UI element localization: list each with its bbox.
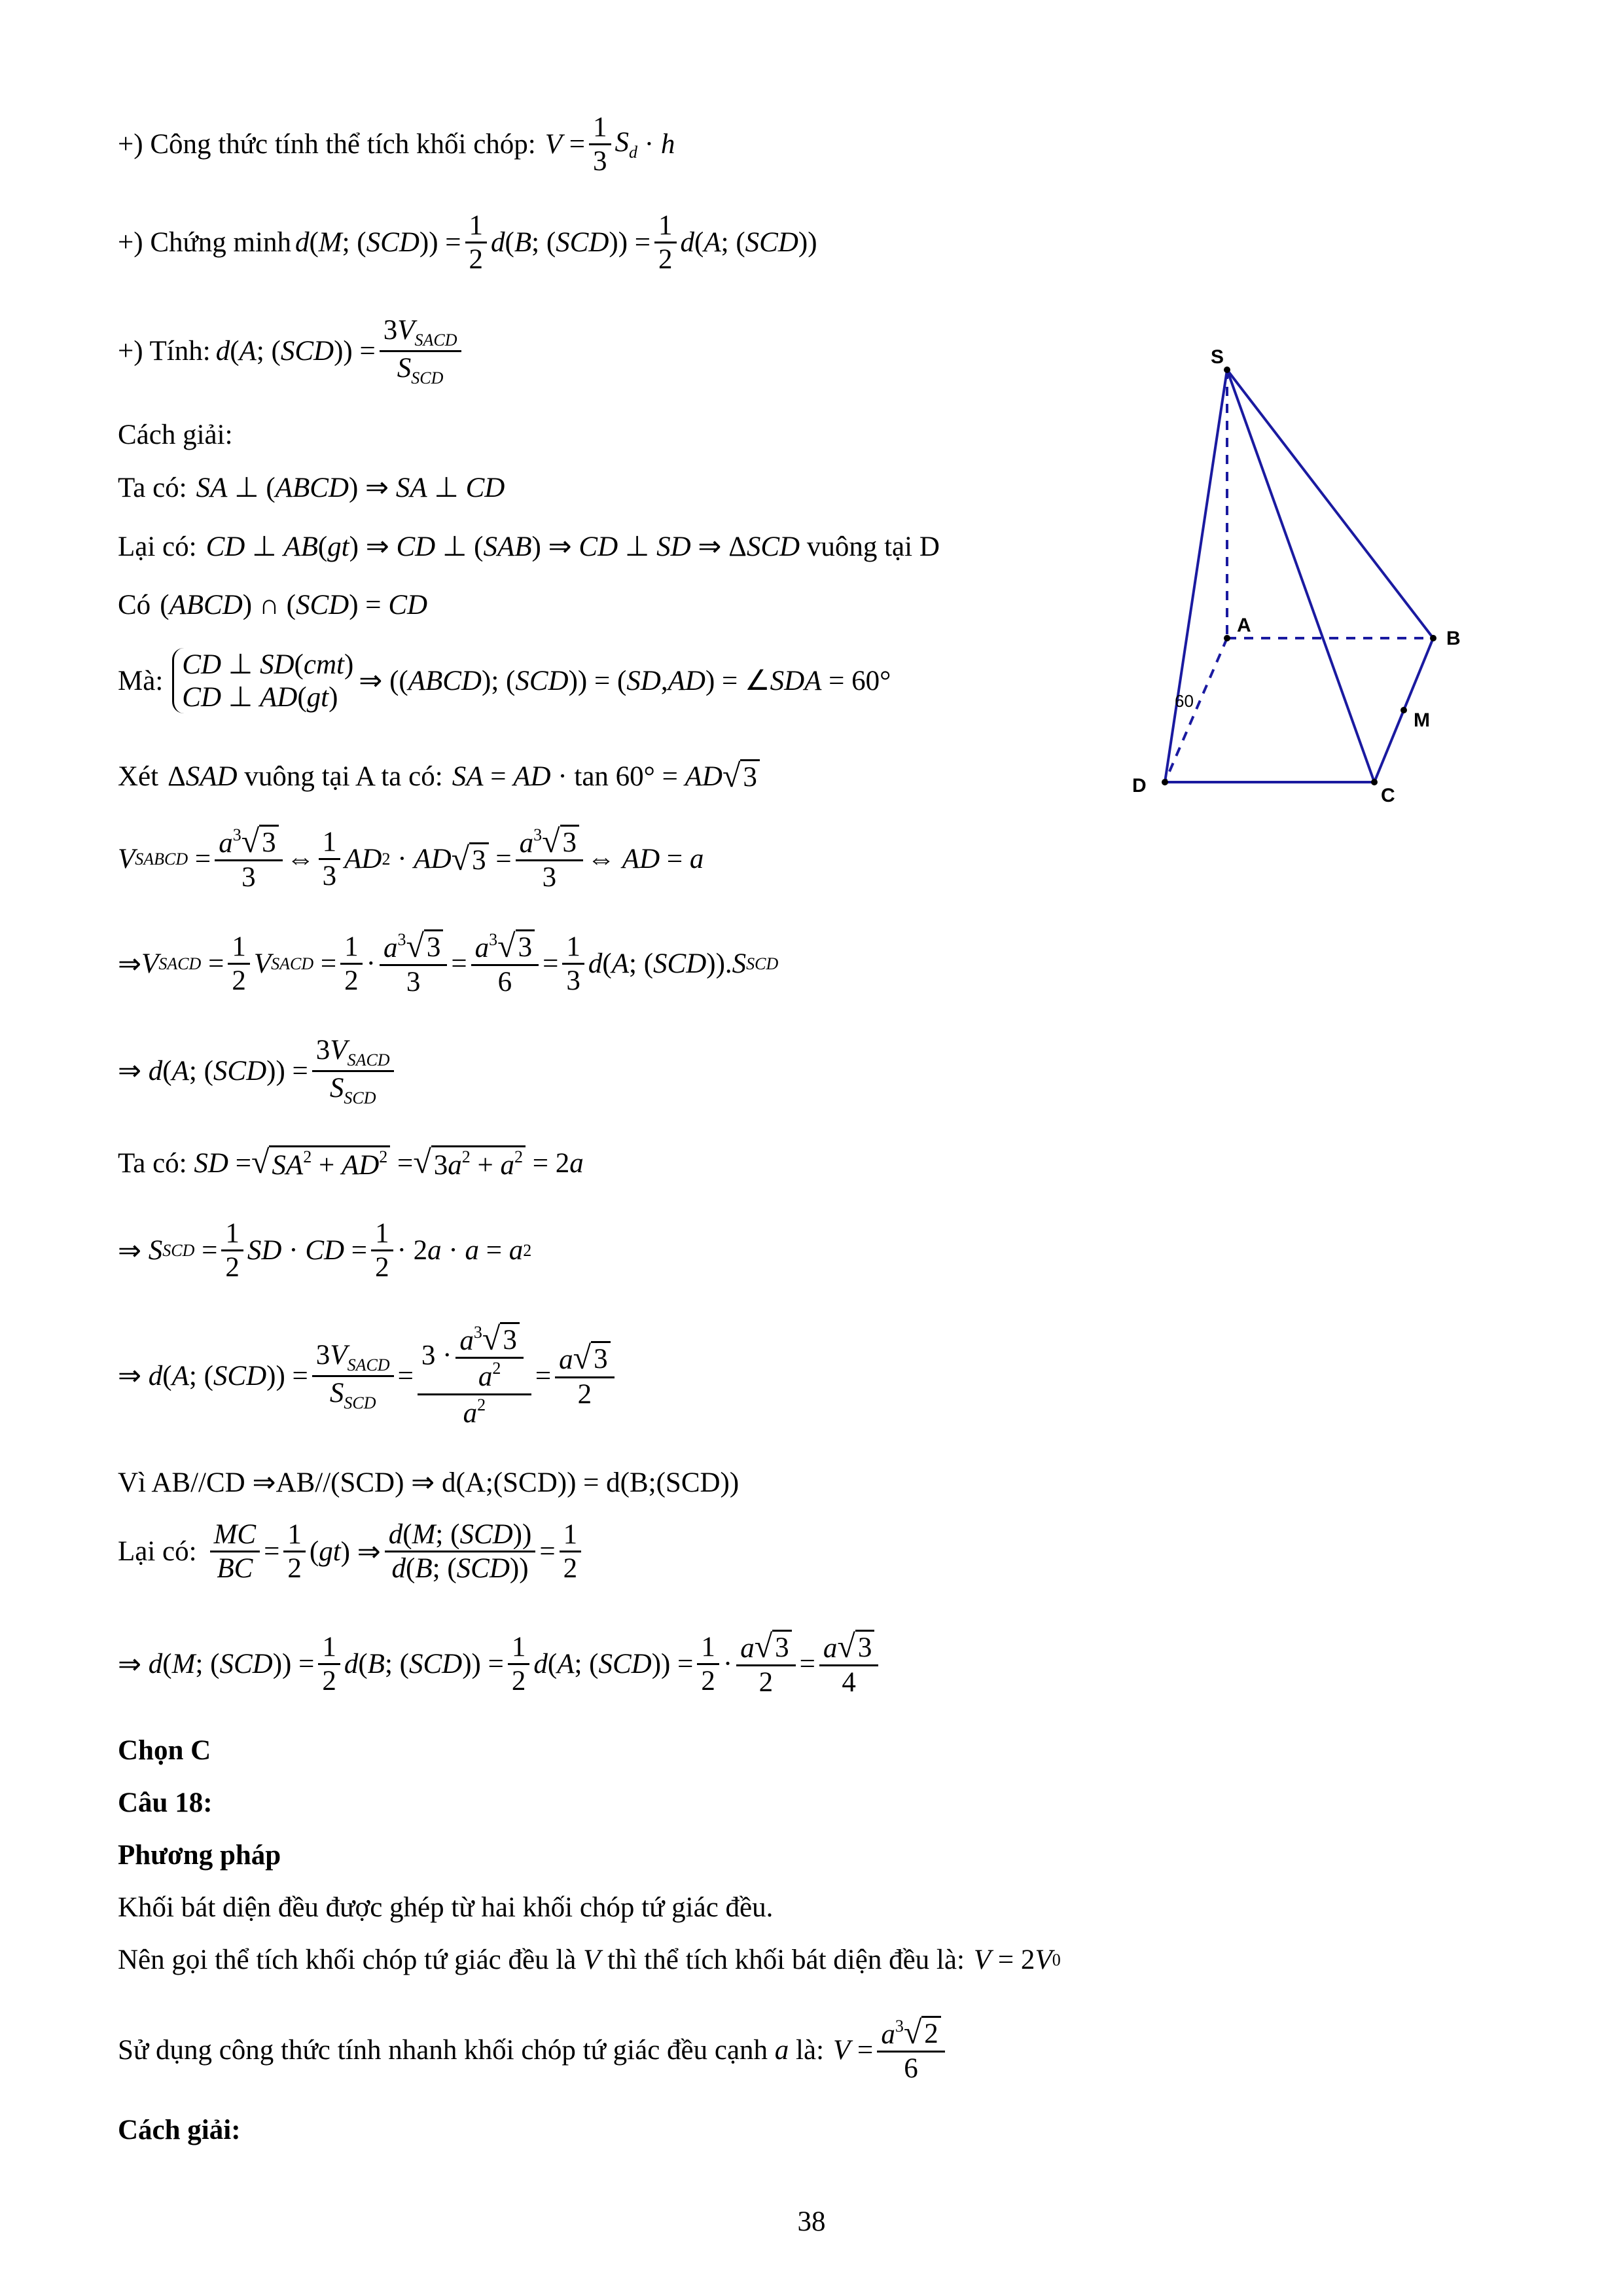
label-C: C (1381, 785, 1395, 806)
text-line: +) Tính: d ( A ; ( SCD )) = $\frac{3V_{SACD}}{S_{SCD}}$ (118, 314, 465, 388)
text-line: Có ( ABCD ) ∩ ( SCD ) = CD (118, 590, 428, 620)
label-B: B (1446, 628, 1461, 649)
answer-choice: Chọn C (118, 1735, 211, 1766)
line-suffix: là: (796, 2035, 825, 2066)
line-label: Sử dụng công thức tính nhanh khối chóp tứ giác đều cạnh (118, 2035, 768, 2066)
text-line: +) Chứng minh d ( M ; ( SCD )) = $\frac{1}{2}$ d ( B ; ( SCD )) = $\frac{1}{2}$ d ( A ; ( SCD )) (118, 210, 817, 276)
text-line: Lại có: CD ⊥ AB ( gt ) ⇒ CD ⊥ ( SAB ) ⇒ CD ⊥ SD ⇒ Δ SCD vuông tại D (118, 531, 940, 562)
edge-SB (1227, 370, 1433, 638)
line-label: Ta có: (118, 472, 187, 503)
text-line: Vì AB//CD ⇒AB//(SCD) ⇒ d(A;(SCD)) = d(B;(SCD)) (118, 1467, 740, 1498)
angle-label: 60 (1175, 691, 1194, 711)
compute-label: +) Tính: (118, 335, 211, 367)
line-label: Nên gọi thể tích khối chóp tứ giác đều là (118, 1945, 577, 1975)
line-suffix: thì thể tích khối bát diện đều là: (607, 1945, 965, 1975)
text-line: Ta có: SD = √ $SA^2 + AD^2$ = √ $3a^2 + a^2$ = 2 a (118, 1143, 584, 1181)
text-line: Sử dụng công thức tính nhanh khối chóp tứ giác đều cạnh a là: V = $a^3$ √ 2 6 (118, 2016, 949, 2085)
pyramid-figure (1113, 340, 1479, 851)
line-label: Mà: (118, 665, 164, 696)
line-label: Có (118, 590, 151, 620)
text-line: +) Công thức tính thể tích khối chóp: V = $\frac{1}{3}$ $S_d$ · h (118, 112, 675, 177)
text-line: Ta có: SA ⊥ ( ABCD ) ⇒ SA ⊥ CD (118, 472, 505, 503)
text-line: V SABCD = $a^3$ √ 3 3 ⇔ $\frac{1}{3}$ AD 2 · AD √ 3 = $a^3$ √ 3 3 ⇔ AD = a (118, 823, 704, 893)
section-heading: Cách giải: (118, 2115, 241, 2145)
text-line: Nên gọi thể tích khối chóp tứ giác đều là V thì thể tích khối bát diện đều là: V = 2 V 0 (118, 1945, 1061, 1975)
proof-label: +) Chứng minh (118, 227, 291, 259)
text-line: Mà: CD ⊥ SD(cmt) CD ⊥ AD(gt) ⇒ (( ABCD ); ( SCD )) = ( SD , AD ) = ∠ SDA = 60° (118, 649, 891, 713)
method-heading: Phương pháp (118, 1840, 281, 1871)
line-label: Ta có: (118, 1148, 187, 1179)
label-D: D (1132, 775, 1147, 797)
section-heading: Cách giải: (118, 420, 233, 450)
text-line: ⇒ d ( A ; ( SCD )) = $\frac{3V_{SACD}}{S_{SCD}}$ = 3 · $a^3$ √ 3 $a^2$ $a^2$ = a √ 3 2 (118, 1322, 618, 1429)
text-line: ⇒ d ( A ; ( SCD )) = $\frac{3V_{SACD}}{S_{SCD}}$ (118, 1034, 398, 1108)
formula-label: +) Công thức tính thể tích khối chóp: (118, 129, 536, 160)
text-line: Lại có: $\frac{MC}{BC}$ = $\frac{1}{2}$ ( gt ) ⇒ $\frac{\text{d(M; (SCD))}}{\text{d(B; (SCD))}}$ = $\frac{1}{2}$ (118, 1518, 585, 1585)
line-suffix: vuông tại D (806, 531, 940, 562)
text-line: ⇒ S SCD = $\frac{1}{2}$ SD · CD = $\frac{1}{2}$ · 2 a · a = a 2 (118, 1218, 532, 1283)
page-number: 38 (797, 2206, 826, 2237)
text-line: Xét Δ SAD vuông tại A ta có: SA = AD · tan 60° = AD √ 3 (118, 759, 760, 793)
line-suffix: vuông tại A ta có: (244, 761, 443, 792)
label-M: M (1414, 709, 1430, 731)
line-label: Lại có: (118, 531, 197, 562)
text-line: ⇒ V SACD = $\frac{1}{2}$ V SACD = $\frac{1}{2}$ · $a^3$ √ 3 3 = $a^3$ √ 3 6 = $\frac{1}{3}$ d ( A ; ( SCD )). S SCD (118, 927, 779, 998)
system-brace: CD ⊥ SD(cmt) CD ⊥ AD(gt) (172, 648, 353, 713)
line-label: Lại có: (118, 1536, 197, 1568)
label-A: A (1237, 615, 1251, 636)
label-S: S (1211, 346, 1224, 368)
line-label: Xét (118, 761, 159, 792)
text-line: Khối bát diện đều được ghép từ hai khối chóp tứ giác đều. (118, 1892, 774, 1923)
edge-SC (1227, 370, 1374, 782)
edge-SD (1165, 370, 1227, 782)
question-heading: Câu 18: (118, 1787, 213, 1818)
text-line: ⇒ d ( M ; ( SCD )) = $\frac{1}{2}$ d ( B ; ( SCD )) = $\frac{1}{2}$ d ( A ; ( SCD )) = $\frac{1}{2}$ · a √ 3 2 = a √ 3 4 (118, 1630, 882, 1699)
